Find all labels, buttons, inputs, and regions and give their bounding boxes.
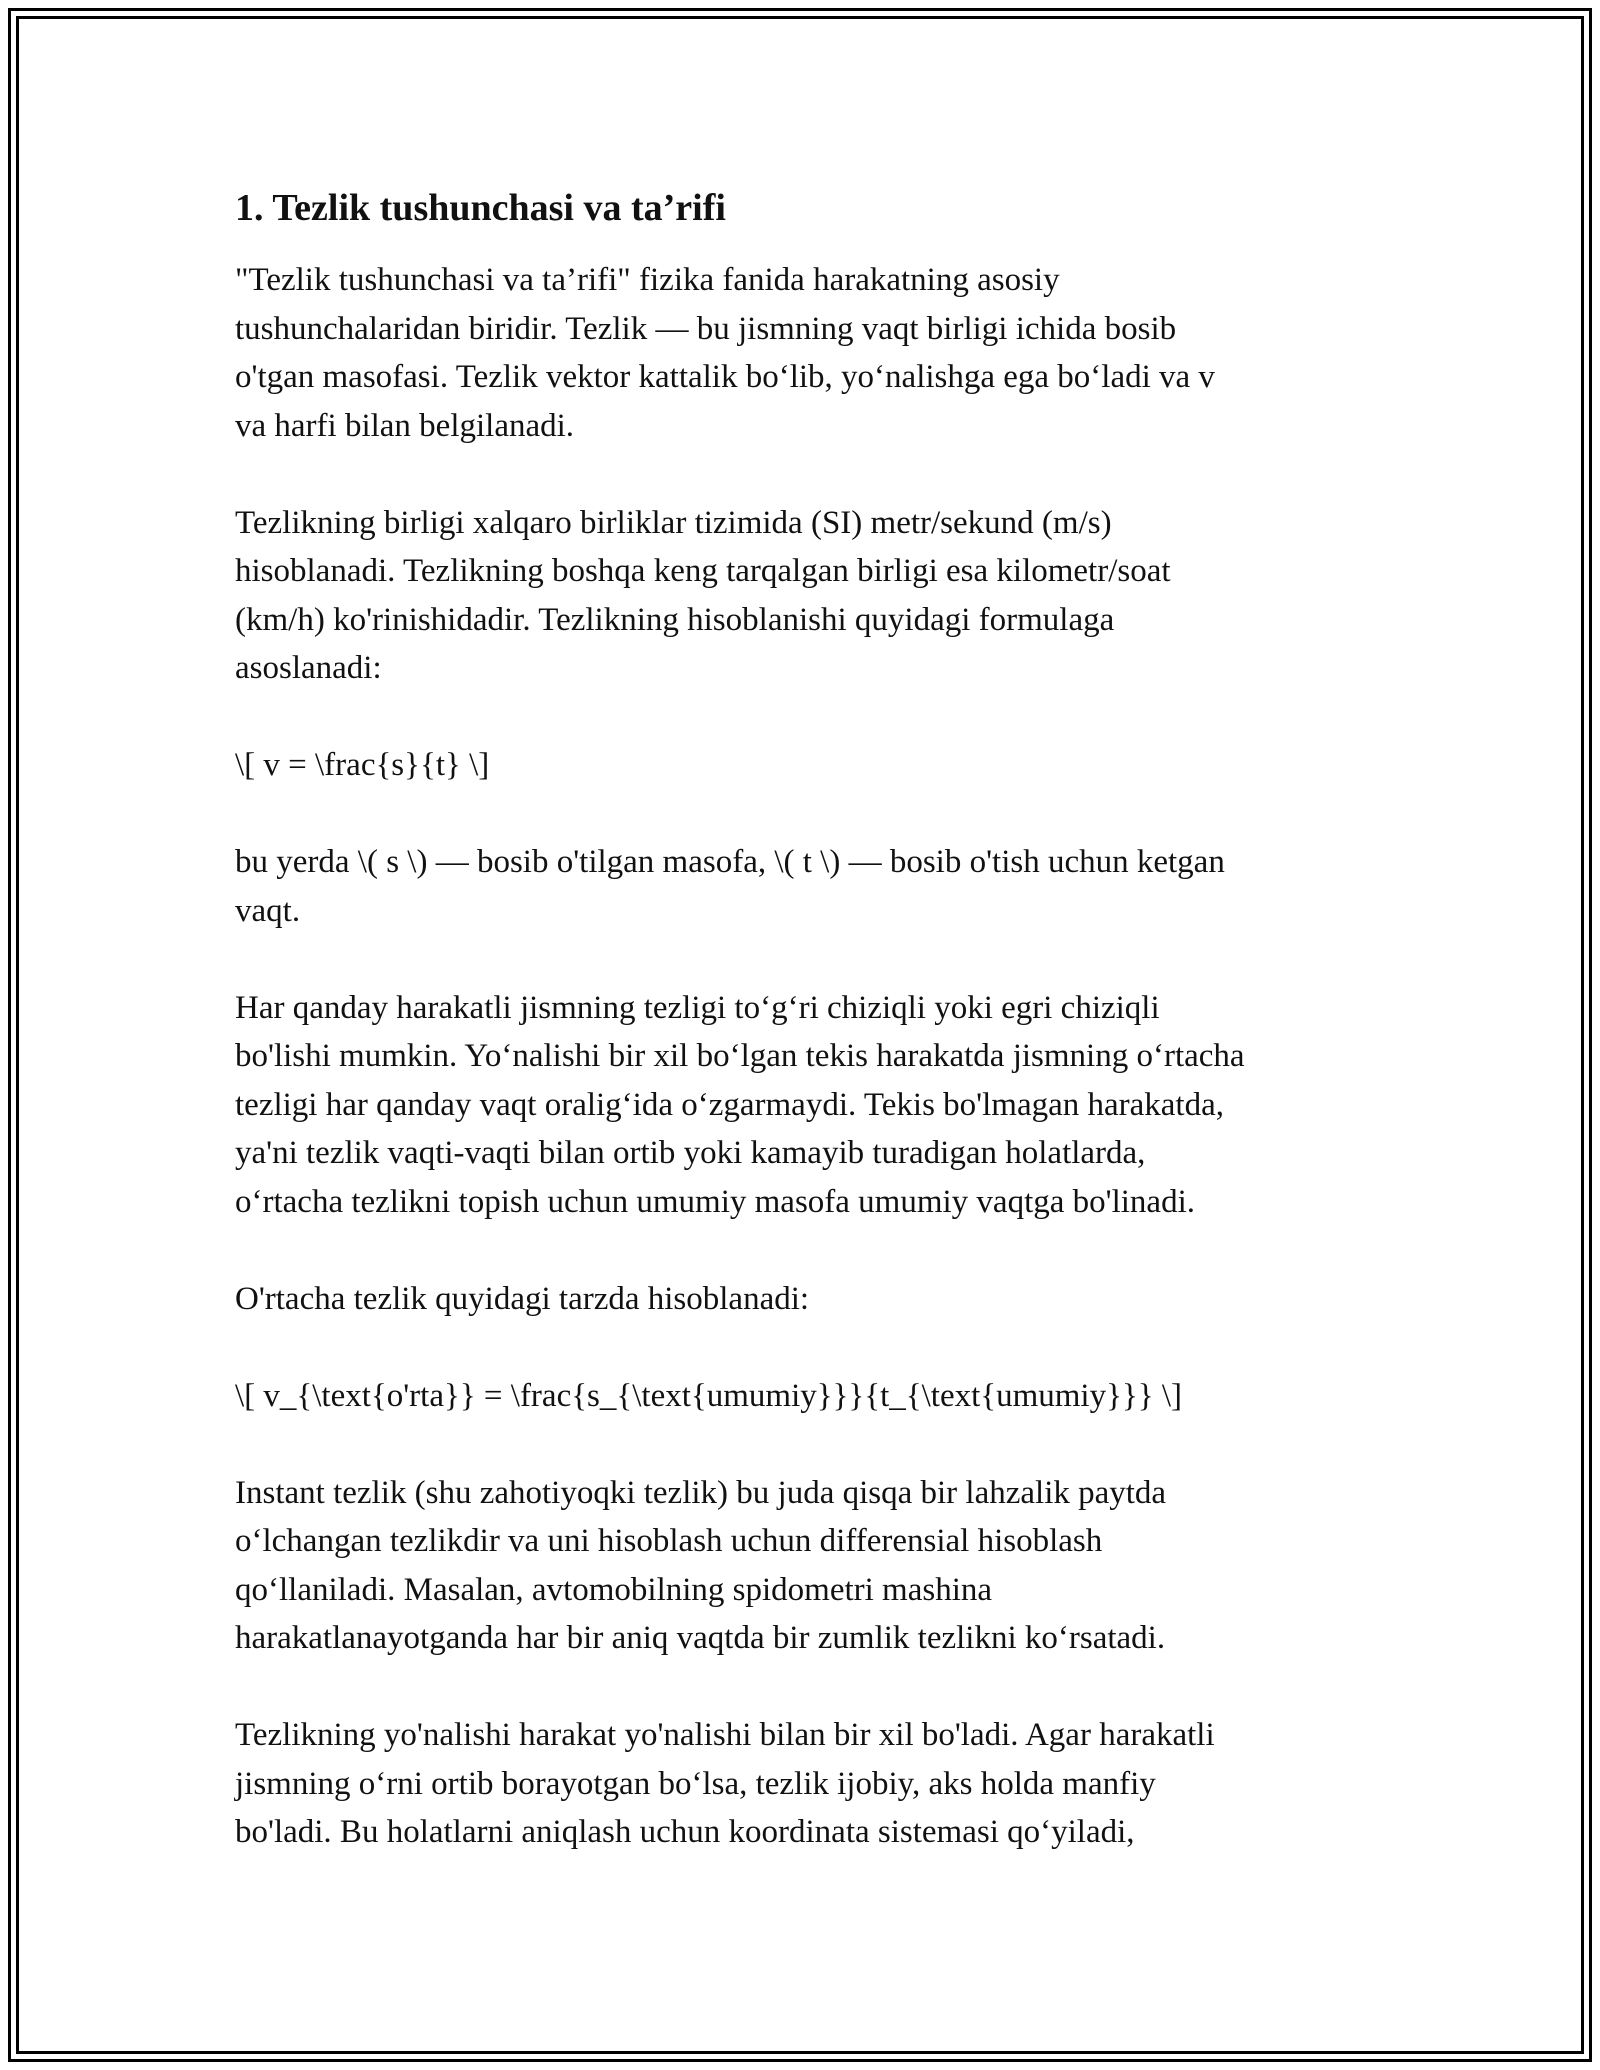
text-line: Har qanday harakatli jismning tezligi to‘g‘ri chiziqli yoki egri chiziqli xyxy=(235,989,1160,1026)
text-line: o‘lchangan tezlikdir va uni hisoblash uchun differensial hisoblash xyxy=(235,1523,1103,1559)
text-line: vaqt. xyxy=(235,892,301,929)
text-line: o'tgan masofasi. Tezlik vektor kattalik bo‘lib, yo‘nalishga ega bo‘ladi va v xyxy=(235,359,1215,395)
paragraph xyxy=(235,838,1375,935)
text-line: O'rtacha tezlik quyidagi tarzda hisoblanadi: xyxy=(235,1280,810,1317)
text-line: (km/h) ko'rinishidadir. Tezlikning hisoblanishi quyidagi formulaga xyxy=(235,601,1115,638)
text-line: ya'ni tezlik vaqti-vaqti bilan ortib yoki kamayib turadigan holatlarda, xyxy=(235,1135,1146,1171)
paragraph xyxy=(235,1275,1375,1324)
text-line: o‘rtacha tezlikni topish uchun umumiy masofa umumiy vaqtga bo'linadi. xyxy=(235,1183,1195,1220)
section-heading: 1. Tezlik tushunchasi va ta’rifi xyxy=(235,187,726,229)
text-line: bo'lishi mumkin. Yo‘nalishi bir xil bo‘lgan tekis harakatda jismning o‘rtacha xyxy=(235,1038,1245,1074)
text-line: Tezlikning yo'nalishi harakat yo'nalishi bilan bir xil bo'ladi. Agar harakatli xyxy=(235,1717,1215,1753)
text-line: Instant tezlik (shu zahotiyoqki tezlik) bu juda qisqa bir lahzalik paytda xyxy=(235,1474,1167,1511)
text-line: \[ v_{\text{o'rta}} = \frac{s_{\text{umumiy}}}{t_{\text{umumiy}}} \] xyxy=(235,1377,1183,1414)
text-line: "Tezlik tushunchasi va ta’rifi" fizika fanida harakatning asosiy xyxy=(235,262,1060,298)
paragraph xyxy=(235,256,1375,450)
paragraph-list xyxy=(235,256,1375,1857)
paragraph xyxy=(235,1711,1375,1857)
text-line: tezligi har qanday vaqt oralig‘ida o‘zgarmaydi. Tekis bo'lmagan harakatda, xyxy=(235,1086,1224,1123)
text-line: hisoblanadi. Tezlikning boshqa keng tarqalgan birligi esa kilometr/soat xyxy=(235,553,1171,589)
text-line: Tezlikning birligi xalqaro birliklar tizimida (SI) metr/sekund (m/s) xyxy=(235,504,1112,541)
paragraph xyxy=(235,1372,1375,1421)
paragraph xyxy=(235,499,1375,693)
paragraph xyxy=(235,984,1375,1227)
text-line: harakatlanayotganda har bir aniq vaqtda bir zumlik tezlikni ko‘rsatadi. xyxy=(235,1620,1166,1656)
text-line: tushunchalaridan biridir. Tezlik — bu jismning vaqt birligi ichida bosib xyxy=(235,310,1177,347)
text-line: va harfi bilan belgilanadi. xyxy=(235,407,575,444)
text-line: jismning o‘rni ortib borayotgan bo‘lsa, tezlik ijobiy, aks holda manfiy xyxy=(235,1765,1156,1802)
paragraph xyxy=(235,1469,1375,1663)
paragraph xyxy=(235,741,1375,790)
text-line: bu yerda \( s \) — bosib o'tilgan masofa, \( t \) — bosib o'tish uchun ketgan xyxy=(235,844,1225,880)
text-line: qo‘llaniladi. Masalan, avtomobilning spidometri mashina xyxy=(235,1571,993,1608)
text-line: bo'ladi. Bu holatlarni aniqlash uchun koordinata sistemasi qo‘yiladi, xyxy=(235,1814,1135,1850)
text-line: asoslanadi: xyxy=(235,650,382,686)
text-line: \[ v = \frac{s}{t} \] xyxy=(235,747,490,783)
document-body xyxy=(235,185,1375,1905)
